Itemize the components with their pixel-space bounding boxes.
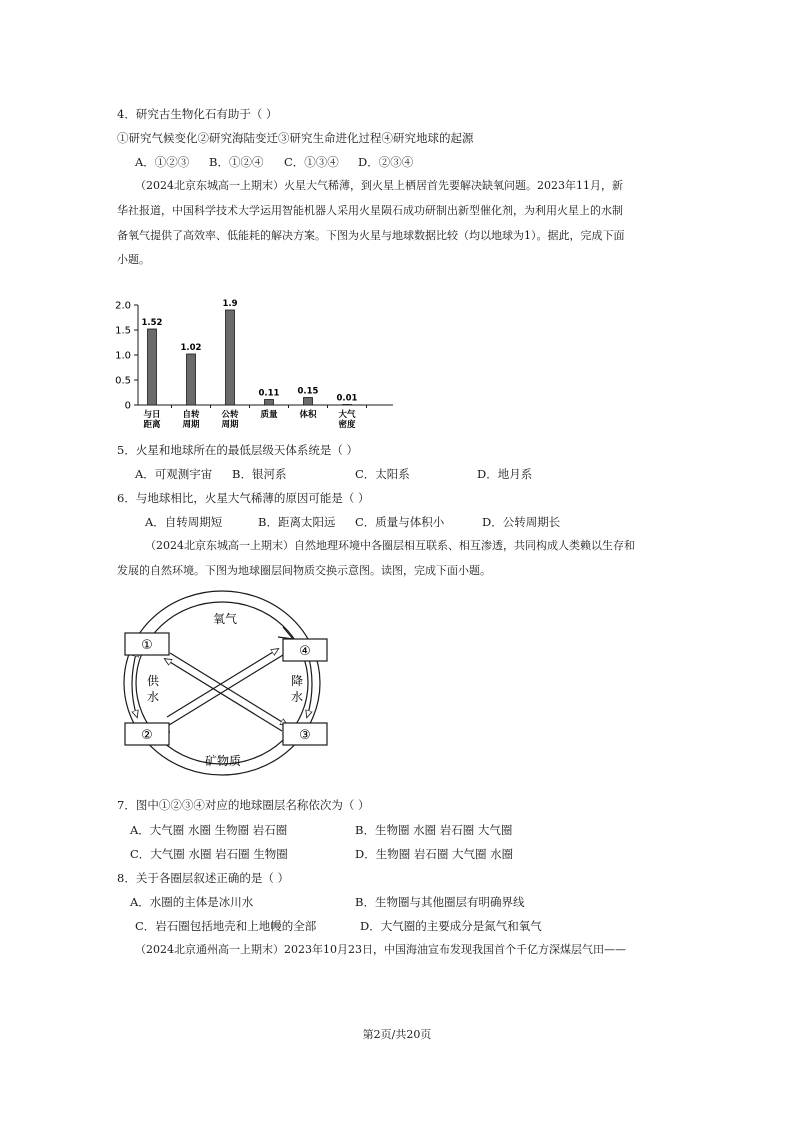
q4-option-b: B．①②④ [209,155,264,169]
intro1-line-2: 华社报道，中国科学技术大学运用智能机器人采用火星陨石成功研制出新型催化剂，为利用火星上的水制 [117,204,623,217]
cross-arrow-4-to-2-a [161,655,283,730]
svg-text:④: ④ [299,644,311,659]
category-label: 与日 [143,410,161,420]
category-label: 密度 [338,420,356,430]
category-label: 距离 [143,420,161,430]
q8-option-c: C．岩石圈包括地壳和上地幔的全部 [135,919,317,933]
cross-arrow-4-to-2-b [167,649,278,717]
intro1-line-3: 备氧气提供了高效率、低能耗的解决方案。下图为火星与地球数据比较（均以地球为1）。据此，完成下面 [117,229,625,242]
box-2 [125,723,169,745]
y-tick-label: 0.5 [115,375,131,387]
category-label: 周期 [221,420,239,430]
y-tick-label: 1.5 [115,325,131,337]
label-minerals: 矿物质 [204,754,242,768]
q8-option-a: A．水圈的主体是冰川水 [130,895,254,909]
q6-stem: 6．与地球相比，火星大气稀薄的原因可能是（ ） [117,491,370,505]
cross-arrow-1-to-3-b [165,659,282,731]
bar-value-label: 1.52 [141,318,163,328]
q8-stem: 8．关于各圈层叙述正确的是（ ） [117,871,289,885]
y-tick-label: 0 [124,400,131,412]
bar [304,398,313,406]
bar-value-label: 1.02 [180,343,202,353]
category-label: 质量 [260,410,278,420]
svg-text:①: ① [141,638,153,653]
svg-text:③: ③ [299,728,311,743]
q7-option-d: D．生物圈 岩石圈 大气圈 水圈 [355,847,514,861]
bar [148,329,157,405]
intro3-line: （2024北京通州高一上期末）2023年10月23日，中国海油宣布发现我国首个千亿方深煤层气田—— [135,943,626,956]
q7-option-c: C．大气圈 水圈 岩石圈 生物圈 [130,847,288,861]
q4-stem: 4．研究古生物化石有助于（ ） [117,107,278,121]
q8-option-b: B．生物圈与其他圈层有明确界线 [355,895,525,909]
q5-option-d: D．地月系 [477,467,533,481]
bar [226,310,235,405]
q6-option-d: D．公转周期长 [482,515,561,529]
bar-value-label: 0.11 [258,388,280,399]
intro2-line-2: 发展的自然环境。下图为地球圈层间物质交换示意图。读图，完成下面小题。 [117,564,491,577]
category-label: 大气 [338,410,356,420]
q5-stem: 5．火星和地球所在的最低层级天体系统是（ ） [117,443,358,457]
category-label: 自转 [182,410,200,420]
box-1 [125,633,169,655]
y-tick-label: 2.0 [115,300,131,312]
q6-option-b: B．距离太阳远 [258,515,336,529]
q7-option-b: B．生物圈 水圈 岩石圈 大气圈 [355,823,513,837]
label-supply-1: 供 [146,674,160,688]
sphere-exchange-diagram [115,585,330,785]
intro1-line-1: （2024北京东城高一上期末）火星大气稀薄，到火星上栖居首先要解决缺氧问题。2023年11月，新 [135,179,623,192]
bar-value-label: 0.01 [336,393,358,404]
category-label: 周期 [182,420,200,430]
page-number: 第2页/共20页 [362,1028,432,1041]
q6-option-c: C．质量与体积小 [355,515,445,529]
label-oxygen: 氧气 [212,612,238,626]
intro2-line-1: （2024北京东城高一上期末）自然地理环境中各圈层相互联系、相互渗透，共同构成人类赖以生存和 [145,539,635,552]
category-label: 公转 [221,410,239,420]
label-supply-2: 水 [146,690,160,704]
intro1-line-4: 小题。 [117,253,150,266]
bar [265,400,274,406]
q5-option-a: A．可观测宇宙 [135,467,213,481]
bar [343,405,352,406]
category-label: 体积 [299,410,317,420]
label-precip-1: 降 [290,674,304,688]
bar [187,354,196,405]
q5-option-b: B．银河系 [232,467,287,481]
q8-option-d: D．大气圈的主要成分是氮气和氧气 [360,919,542,933]
y-tick-label: 1.0 [115,350,131,362]
bar-value-label: 1.9 [222,299,238,309]
q4-option-c: C．①③④ [284,155,339,169]
svg-text:②: ② [141,728,153,743]
mars-earth-bar-chart [110,292,410,437]
q5-option-c: C．太阳系 [355,467,410,481]
q7-stem: 7．图中①②③④对应的地球圈层名称依次为（ ） [117,798,370,812]
bar-value-label: 0.15 [297,386,319,397]
q4-option-a: A．①②③ [135,155,190,169]
box-4 [283,639,327,661]
label-precip-2: 水 [290,690,304,704]
q7-option-a: A．大气圈 水圈 生物圈 岩石圈 [130,823,288,837]
q4-option-d: D．②③④ [358,155,414,169]
box-3 [283,723,327,745]
q6-option-a: A．自转周期短 [145,515,223,529]
q4-items: ①研究气候变化②研究海陆变迁③研究生命进化过程④研究地球的起源 [117,131,474,145]
